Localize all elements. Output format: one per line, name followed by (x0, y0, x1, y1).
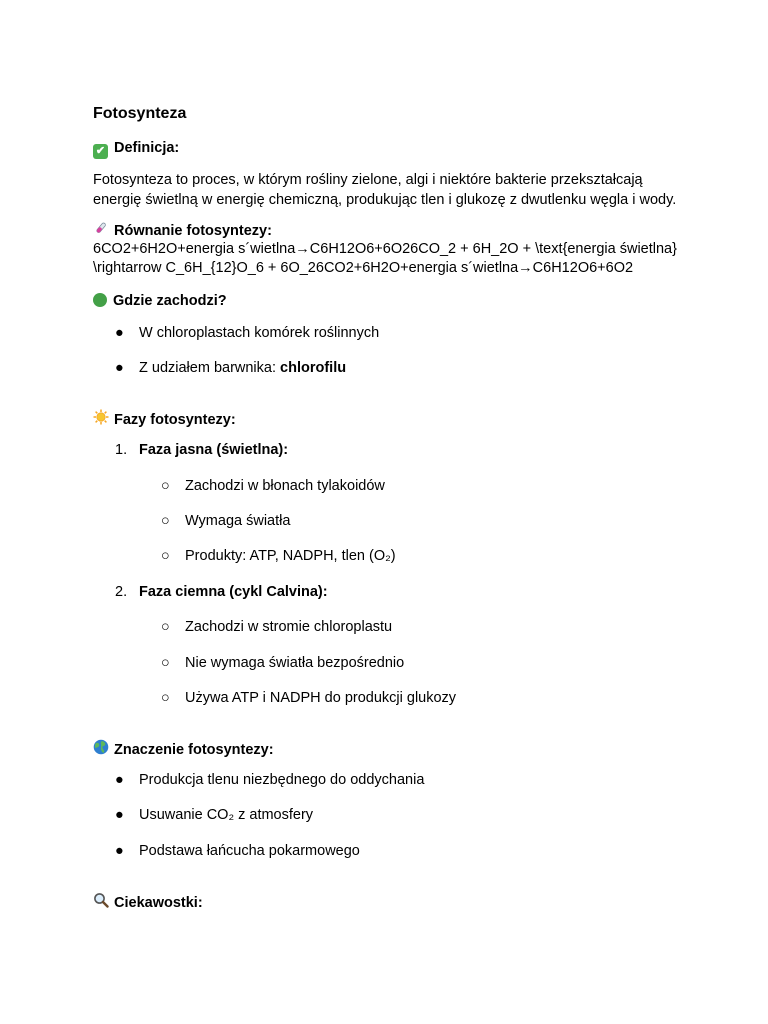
list-number: 2. (115, 584, 128, 600)
definition-text: Fotosynteza to proces, w którym rośliny zielone, algi i niektóre bakterie przekształcają energię świetlną w energię chemiczną, produkując tlen i glukozę z dwutlenku węgla i wody. (93, 172, 677, 208)
bullet-marker: ● (115, 360, 124, 376)
magnifier-icon (93, 892, 109, 915)
page-title: Fotosynteza (93, 105, 187, 122)
list-item: Wymaga światła (185, 513, 291, 529)
bullet-marker: ● (115, 807, 124, 823)
list-item: W chloroplastach komórek roślinnych (139, 325, 380, 341)
definition-heading (93, 139, 179, 159)
sub-bullet-marker: ○ (161, 548, 170, 564)
trivia-heading-text: Ciekawostki: (114, 895, 203, 911)
sub-bullet-marker: ○ (161, 655, 170, 671)
importance-heading (93, 739, 274, 762)
phases-heading-text: Fazy fotosyntezy: (114, 412, 236, 428)
sun-icon (93, 409, 109, 432)
list-item: Zachodzi w błonach tylakoidów (185, 478, 385, 494)
equation-line-1: 6CO2+6H2O+energia s´wietlna→C6H12O6+6O26CO_2 + 6H_2O + \text{energia świetlna} (93, 241, 677, 257)
importance-heading-text: Znaczenie fotosyntezy: (114, 742, 274, 758)
where-heading (93, 292, 227, 312)
list-item: Używa ATP i NADPH do produkcji glukozy (185, 690, 457, 706)
list-item-text: Z udziałem barwnika: (139, 360, 281, 376)
globe-icon (93, 739, 109, 762)
trivia-heading (93, 892, 203, 915)
list-item: Usuwanie CO₂ z atmosfery (139, 807, 314, 823)
sub-bullet-marker: ○ (161, 478, 170, 494)
bullet-marker: ● (115, 772, 124, 788)
phase-name: Faza jasna (świetlna): (139, 442, 289, 458)
phases-heading (93, 409, 236, 432)
green-circle-icon (93, 293, 107, 307)
definition-heading-text: Definicja: (114, 140, 180, 156)
phase-name: Faza ciemna (cykl Calvina): (139, 584, 328, 600)
where-heading-text: Gdzie zachodzi? (113, 293, 227, 309)
bullet-marker: ● (115, 325, 124, 341)
list-item-bold: chlorofilu (280, 360, 347, 376)
list-item (139, 359, 346, 379)
list-item: Produkty: ATP, NADPH, tlen (O₂) (185, 548, 396, 564)
list-number: 1. (115, 442, 128, 458)
list-item: Zachodzi w stromie chloroplastu (185, 619, 393, 635)
list-item: Produkcja tlenu niezbędnego do oddychania (139, 772, 425, 788)
equation-line-2: \rightarrow C_6H_{12}O_6 + 6O_26CO2+6H2O+energia s´wietlna→C6H12O6+6O2 (93, 260, 634, 276)
sub-bullet-marker: ○ (161, 690, 170, 706)
list-item: Nie wymaga światła bezpośrednio (185, 655, 405, 671)
list-item: Podstawa łańcucha pokarmowego (139, 843, 360, 859)
equation-heading-text: Równanie fotosyntezy: (114, 223, 272, 239)
check-mark-icon: ✔ (93, 144, 108, 159)
sub-bullet-marker: ○ (161, 513, 170, 529)
sub-bullet-marker: ○ (161, 619, 170, 635)
bullet-marker: ● (115, 843, 124, 859)
